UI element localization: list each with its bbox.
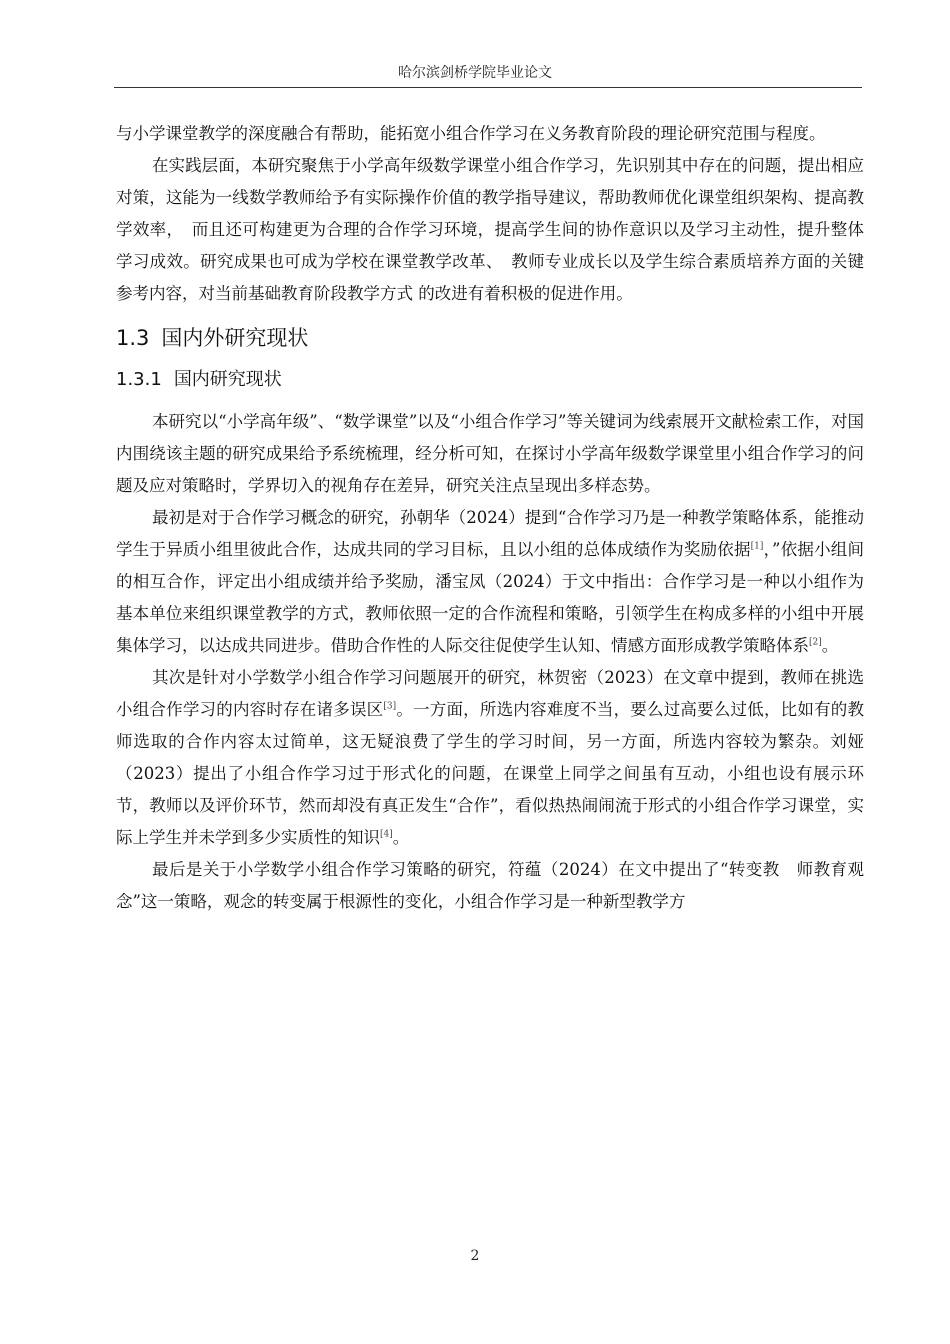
- subsection-heading-1-3-1: [116, 362, 864, 398]
- subsection-number: 1.3.1: [116, 369, 162, 390]
- paragraph-overview: 本研究以“小学高年级”、“数学课堂”以及“小组合作学习”等关键词为线索展开文献检索工作，对国内围绕该主题的研究成果给予系统梳理，经分析可知，在探讨小学高年级数学课堂里小组合作学习的问题及应对策略时，学界切入的视角存在差异，研究关注点呈现出多样态势。: [116, 412, 864, 495]
- citation-ref-1: [1]: [750, 541, 764, 552]
- citation-ref-3: [3]: [383, 701, 397, 712]
- citation-ref-2: [2]: [809, 637, 822, 648]
- body-text: [116, 118, 864, 918]
- paragraph-continuation: 与小学课堂教学的深度融合有帮助，能拓宽小组合作学习在义务教育阶段的理论研究范围与程度。: [116, 124, 826, 143]
- paragraph-text: 。一方面，所选内容难度不当，要么过高要么过低，比如有的教师选取的合作内容太过简单，这无疑浪费了学生的学习时间，另一方面，所选内容较为繁杂。刘娅（2023）提出了小组合作学习过于形式化的问题，在课堂上同学之间虽有互动，小组也设有展示环节，教师以及评价环节，然而却没有真正发生“合作”，看似热热闹闹流于形式的小组合作学习课堂，实际上学生并未学到多少实质性的知识: [116, 700, 865, 847]
- paragraph-text: 最初是对于合作学习概念的研究，孙朝华（2024）提到“合作学习乃是一种教学策略体系，能推动学生于异质小组里彼此合作，达成共同的学习目标，且以小组的总体成绩作为奖励依据: [116, 508, 864, 559]
- citation-ref-4: [4]: [380, 829, 393, 840]
- section-heading-1-3: [116, 318, 864, 358]
- section-number: 1.3: [116, 326, 150, 350]
- paragraph-text: 。: [392, 828, 410, 847]
- paragraph-text: ，”依据小组间的相互合作，评定出小组成绩并给予奖励，潘宝凤（2024）于文中指出：合作学习是一种以小组作为基本单位来组织课堂教学的方式，教师依照一定的合作流程和策略，引领学生在构成多样的小组中开展集体学习，以达成共同进步。借助合作性的人际交往促使学生认知、情感方面形成教学策略体系: [116, 540, 865, 655]
- page-number: 2: [470, 1248, 480, 1264]
- section-title: 国内外研究现状: [161, 326, 309, 350]
- running-header: 哈尔滨剑桥学院毕业论文: [398, 65, 552, 81]
- paragraph-text: 其次是针对小学数学小组合作学习问题展开的研究，林贺密（2023）在文章中提到，教师在挑选小组合作学习的内容时存在诸多误区: [116, 668, 864, 719]
- paragraph-text: 。: [821, 636, 839, 655]
- paragraph-strategies: 最后是关于小学数学小组合作学习策略的研究，符蕴（2024）在文中提出了“转变教 师教育观念”这一策略，观念的转变属于根源性的变化，小组合作学习是一种新型教学方: [116, 860, 864, 911]
- paragraph-problems: [116, 662, 864, 854]
- paragraph-practice: 在实践层面，本研究聚焦于小学高年级数学课堂小组合作学习，先识别其中存在的问题，提出相应对策，这能为一线数学教师给予有实际操作价值的教学指导建议，帮助教师优化课堂组织架构、提高教学效率， 而且还可构建更为合理的合作学习环境，提高学生间的协作意识以及学习主动性，提升整体学习成效。研究成果也可成为学校在课堂教学改革、 教师专业成长以及学生综合素质培养方面的关键参考内容，对当前基础教育阶段教学方式 的改进有着积极的促进作用。: [116, 156, 864, 303]
- header-divider: [114, 87, 862, 88]
- subsection-title: 国内研究现状: [173, 369, 282, 390]
- paragraph-concept: [116, 502, 864, 662]
